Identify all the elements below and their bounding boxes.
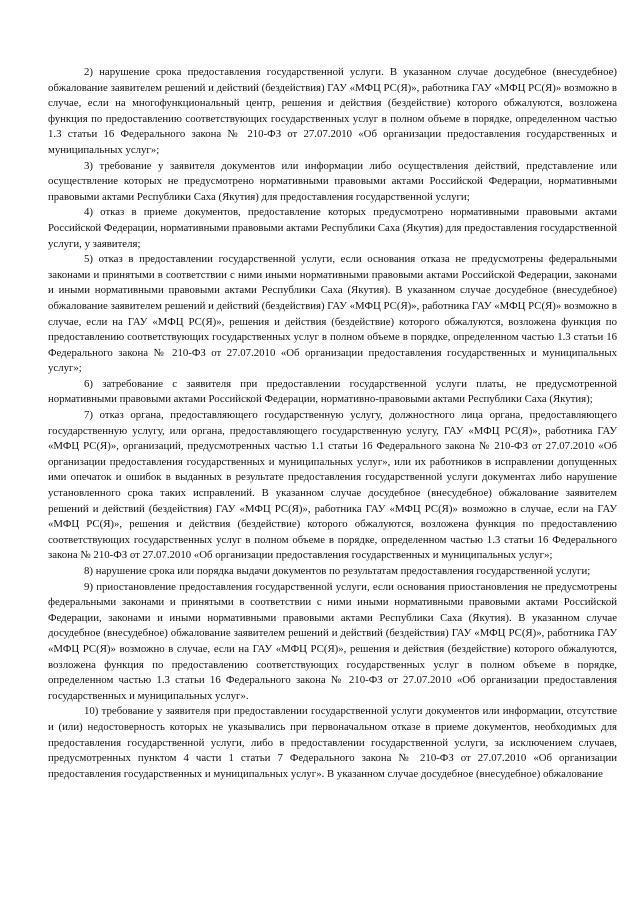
paragraph-item-9: 9) приостановление предоставления государственной услуги, если основания приостановления не предусмотрены федеральными законами и принятыми в соответствии с ними иными нормативными правовыми актами Российской Федерации, законами и иными нормативными правовыми актами Республики Саха (Якутия). В указанном случае досудебное (внесудебное) обжалование заявителем решений и действий (бездействия) ГАУ «МФЦ РС(Я)», работника ГАУ «МФЦ РС(Я)» возможно в случае, если на ГАУ «МФЦ РС(Я)», решения и действия (бездействие) которого обжалуются, возложена функция по предоставлению соответствующих государственных услуг в полном объеме в порядке, определенном частью 1.3 статьи 16 Федерального закона № 210-ФЗ от 27.07.2010 «Об организации предоставления государственных и муниципальных услуг». — [48, 580, 617, 702]
paragraph-item-7: 7) отказ органа, предоставляющего государственную услугу, должностного лица органа, предоставляющего государственную услугу, или органа, предоставляющего государственную услугу, ГАУ «МФЦ РС(Я)», работника ГАУ «МФЦ РС(Я)», организаций, предусмотренных частью 1.1 статьи 16 Федерального закона № 210-ФЗ от 27.07.2010 «Об организации предоставления государственных и муниципальных услуг», или их работников в исправлении допущенных ими опечаток и ошибок в выданных в результате предоставления государственной услуги документах либо нарушение установленного срока таких исправлений. В указанном случае досудебное (внесудебное) обжалование заявителем решений и действий (бездействия) ГАУ «МФЦ РС(Я)», работника ГАУ «МФЦ РС(Я)» возможно в случае, если на ГАУ «МФЦ РС(Я)», решения и действия (бездействие) которого обжалуются, возложена функция по предоставлению соответствующих государственных услуг в полном объеме в порядке, определенном частью 1.3 статьи 16 Федерального закона № 210-ФЗ от 27.07.2010 «Об организации предоставления государственных и муниципальных услуг»; — [48, 409, 617, 562]
paragraph-item-6: 6) затребование с заявителя при предоставлении государственной услуги платы, не предусмотренной нормативными правовыми актами Российской Федерации, нормативно-правовыми актами Республики Саха (Якутия); — [48, 377, 617, 406]
paragraph-item-8: 8) нарушение срока или порядка выдачи документов по результатам предоставления государственной услуги; — [84, 565, 591, 577]
document-page — [48, 65, 617, 782]
paragraph-item-4: 4) отказ в приеме документов, предоставление которых предусмотрено нормативными правовыми актами Российской Федерации, нормативными правовыми актами Республики Саха (Якутия) для предоставления государственной услуги, у заявителя; — [48, 206, 617, 250]
paragraph-item-2: 2) нарушение срока предоставления государственной услуги. В указанном случае досудебное (внесудебное) обжалование заявителем решений и действий (бездействия) ГАУ «МФЦ РС(Я)», работника ГАУ «МФЦ РС(Я)» возможно в случае, если на многофункциональный центр, решения и действия (бездействие) которого обжалуются, возложена функция по предоставлению соответствующих государственных услуг в полном объеме в порядке, определенном частью 1.3 статьи 16 Федерального закона № 210-ФЗ от 27.07.2010 «Об организации предоставления государственных и муниципальных услуг»; — [48, 66, 617, 156]
paragraph-item-10: 10) требование у заявителя при предоставлении государственной услуги документов или информации, отсутствие и (или) недостоверность которых не указывались при первоначальном отказе в приеме документов, необходимых для предоставления государственной услуги, либо в предоставлении государственной услуги, за исключением случаев, предусмотренных пунктом 4 части 1 статьи 7 Федерального закона № 210-ФЗ от 27.07.2010 «Об организации предоставления государственных и муниципальных услуг». В указанном случае досудебное (внесудебное) обжалование — [48, 705, 617, 780]
paragraph-item-3: 3) требование у заявителя документов или информации либо осуществления действий, представление или осуществление которых не предусмотрено нормативными правовыми актами Российской Федерации, нормативными правовыми актами Республики Саха (Якутия) для предоставления государственной услуги; — [48, 159, 617, 203]
paragraph-item-5: 5) отказ в предоставлении государственной услуги, если основания отказа не предусмотрены федеральными законами и принятыми в соответствии с ними иными нормативными правовыми актами Российской Федерации, законами и иными нормативными правовыми актами Республики Саха (Якутия). В указанном случае досудебное (внесудебное) обжалование заявителем решений и действий (бездействия) ГАУ «МФЦ РС(Я)», работника ГАУ «МФЦ РС(Я)» возможно в случае, если на ГАУ «МФЦ РС(Я)», решения и действия (бездействие) которого обжалуются, возложена функция по предоставлению соответствующих государственных услуг в полном объеме в порядке, определенном частью 1.3 статьи 16 Федерального закона № 210-ФЗ от 27.07.2010 «Об организации предоставления государственных и муниципальных услуг»; — [48, 253, 617, 375]
